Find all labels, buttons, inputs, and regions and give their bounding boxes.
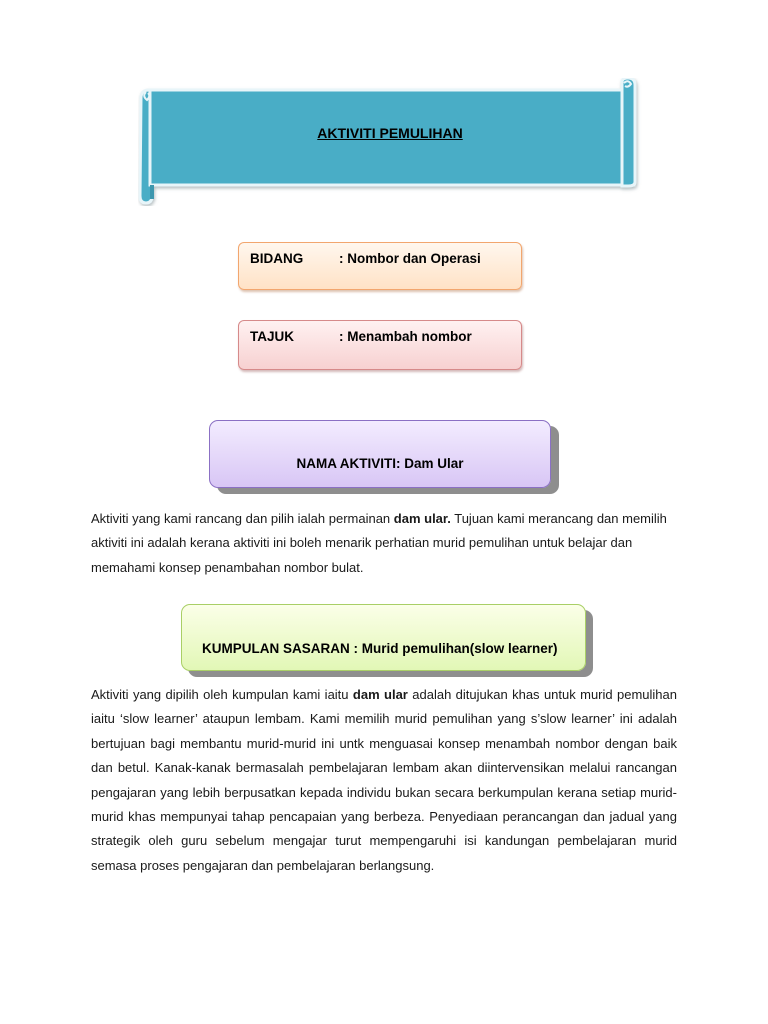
bidang-value: : Nombor dan Operasi xyxy=(339,251,481,266)
tajuk-label: TAJUK xyxy=(250,329,295,344)
scroll-banner-shape xyxy=(138,78,642,206)
banner-title: AKTIVITI PEMULIHAN xyxy=(317,125,463,141)
paragraph-target-bold: dam ular xyxy=(352,687,408,702)
kumpulan-sasaran-box xyxy=(181,604,586,671)
tajuk-box xyxy=(238,320,522,370)
nama-aktiviti-box xyxy=(209,420,551,488)
title-banner xyxy=(138,78,642,206)
kumpulan-sasaran-text: KUMPULAN SASARAN : Murid pemulihan(slow learner) xyxy=(202,641,558,656)
tajuk-value: : Menambah nombor xyxy=(339,329,472,344)
nama-aktiviti-text: NAMA AKTIVITI: Dam Ular xyxy=(296,456,464,471)
paragraph-intro xyxy=(91,507,679,580)
paragraph-intro-start: Aktiviti yang kami rancang dan pilih ialah permainan xyxy=(91,511,394,526)
paragraph-intro-end: Tujuan kami merancang dan memilih aktiviti ini adalah kerana aktiviti ini boleh menarik perhatian murid pemulihan untuk belajar dan memahami konsep penambahan nombor bulat. xyxy=(91,511,667,575)
paragraph-target-end: adalah ditujukan khas untuk murid pemulihan iaitu ‘slow learner’ ataupun lembam. Kami memilih murid pemulihan yang s’slow learner’ ini adalah bertujuan bagi membantu murid-murid ini untk menguasai konsep menambah nombor dengan baik dan betul. Kanak-kanak bermasalah pembelajaran lembam akan diintervensikan melalui rancangan pengajaran yang lebih berpusatkan kepada individu bukan secara berkumpulan kerana setiap murid-murid khas mempunyai tahap pencapaian yang berbeza. Penyediaan perancangan dan jadual yang strategik oleh guru sebelum mengajar turut mempengaruhi isi kandungan pembelajaran murid semasa proses pengajaran dan pembelajaran berlangsung. xyxy=(91,687,677,873)
bidang-label: BIDANG xyxy=(250,251,304,266)
bidang-box xyxy=(238,242,522,290)
paragraph-intro-bold: dam ular. xyxy=(393,511,451,526)
paragraph-target-group xyxy=(91,683,677,878)
paragraph-target-start: Aktiviti yang dipilih oleh kumpulan kami iaitu xyxy=(91,687,353,702)
